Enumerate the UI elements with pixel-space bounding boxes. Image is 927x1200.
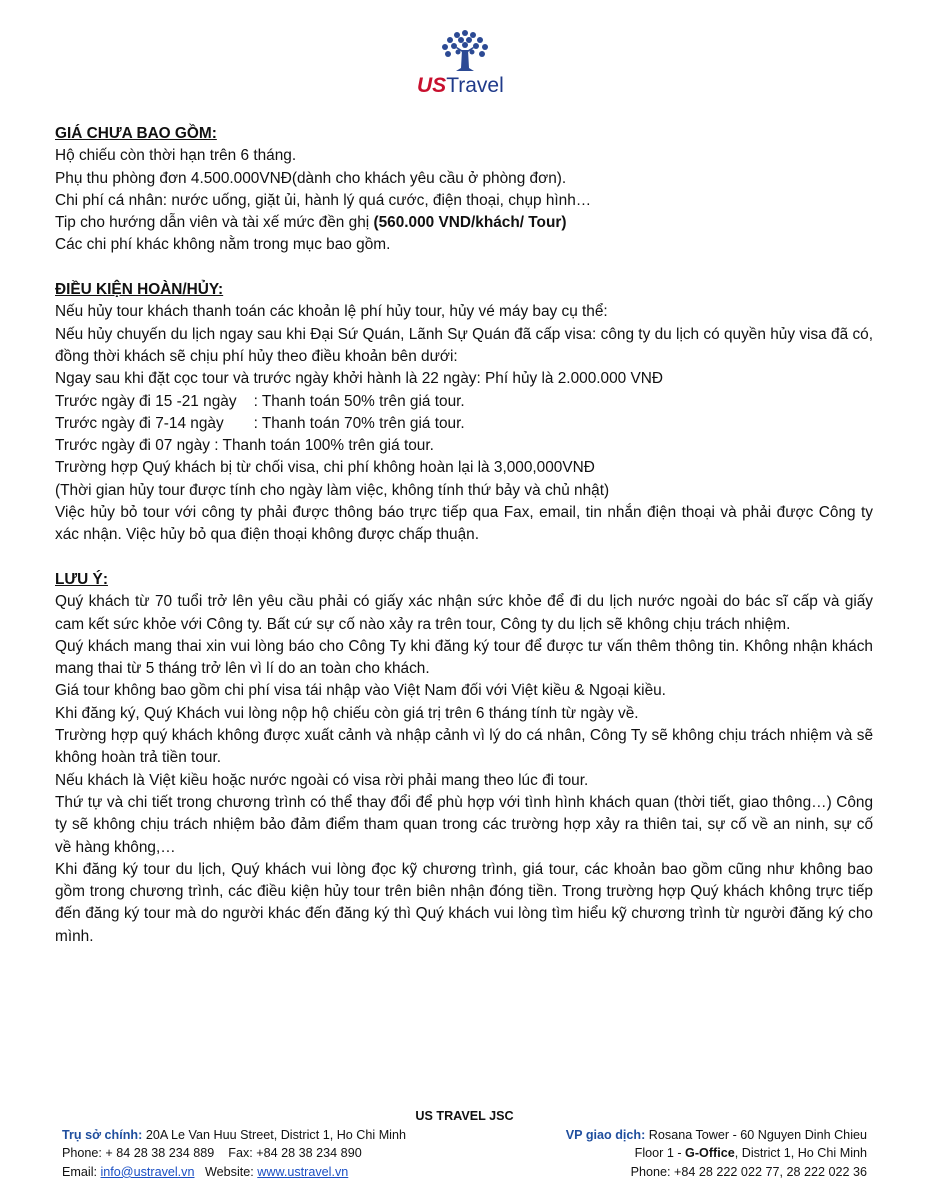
footer-columns (62, 1126, 867, 1182)
floor-post: , District 1, Ho Chi Minh (734, 1146, 867, 1161)
tree-icon (438, 28, 492, 72)
text-line: Trước ngày đi 07 ngày : Thanh toán 100% trên giá tour. (55, 437, 434, 455)
floor-pre: Floor 1 - (634, 1146, 686, 1161)
text-paragraph: Quý khách từ 70 tuổi trở lên yêu cầu phải có giấy xác nhận sức khỏe để đi du lịch nước ngoài do bác sĩ cấp và giấy cam kết sức khỏe với Công ty. Bất cứ sự cố nào xảy ra trên tour, Công ty du lịch sẽ không chịu trách nhiệm. (55, 593, 873, 633)
hq-address-line (62, 1126, 406, 1145)
logo (400, 28, 530, 100)
document-body (55, 123, 873, 970)
text-line: Nếu hủy tour khách thanh toán các khoản lệ phí hủy tour, hủy vé máy bay cụ thể: (55, 303, 608, 321)
head-office-block (62, 1126, 406, 1182)
text-line: Trường hợp Quý khách bị từ chối visa, chi phí không hoàn lại là 3,000,000VNĐ (55, 459, 595, 477)
floor-bold: G-Office (685, 1146, 735, 1161)
contact-line (62, 1163, 406, 1182)
section-heading: GIÁ CHƯA BAO GỒM: (55, 125, 217, 142)
tip-line (55, 212, 873, 234)
text-paragraph: Quý khách mang thai xin vui lòng báo cho Công Ty khi đăng ký tour để được tư vấn thêm thông tin. Không nhận khách mang thai từ 5 tháng trở lên vì lí do an toàn cho khách. (55, 637, 873, 678)
email-label: Email: (62, 1164, 101, 1179)
office-block (566, 1126, 867, 1182)
office-address-line (566, 1126, 867, 1145)
text-line: Nếu khách là Việt kiều hoặc nước ngoài có visa rời phải mang theo lúc đi tour. (55, 771, 589, 789)
text-line: Các chi phí khác không nằm trong mục bao gồm. (55, 236, 391, 254)
text-line: Giá tour không bao gồm chi phí visa tái nhập vào Việt Nam đối với Việt kiều & Ngoại kiều. (55, 682, 666, 700)
tip-amount: (560.000 VND/khách/ Tour) (373, 214, 567, 232)
text-paragraph: Thứ tự và chi tiết trong chương trình có thể thay đổi để phù hợp với tình hình khách quan (thời tiết, giao thông…) Công ty sẽ không chịu trách nhiệm bảo đảm điểm tham quan trong các trường hợp xảy ra thiên tai, sự cố về an ninh, sự cố về hàng không,… (55, 793, 873, 856)
text-line: Ngay sau khi đặt cọc tour và trước ngày khởi hành là 22 ngày: Phí hủy là 2.000.000 VNĐ (55, 370, 663, 388)
text-paragraph: Trường hợp quý khách không được xuất cảnh và nhập cảnh vì lý do cá nhân, Công Ty sẽ không chịu trách nhiệm và sẽ không hoàn trả tiền tour. (55, 727, 873, 767)
text-line: (Thời gian hủy tour được tính cho ngày làm việc, không tính thứ bảy và chủ nhật) (55, 481, 610, 499)
office-address: Rosana Tower - 60 Nguyen Dinh Chieu (645, 1127, 867, 1142)
text-line: Hộ chiếu còn thời hạn trên 6 tháng. (55, 147, 297, 165)
hq-label: Trụ sở chính: (62, 1127, 143, 1142)
text-paragraph: Việc hủy bỏ tour với công ty phải được thông báo trực tiếp qua Fax, email, tin nhắn điện thoại và phải được Công ty xác nhận. Việc hủy bỏ qua điện thoại không được chấp thuận. (55, 504, 873, 544)
office-label: VP giao dịch: (565, 1127, 646, 1142)
text-paragraph: Khi đăng ký tour du lịch, Quý khách vui lòng đọc kỹ chương trình, giá tour, các khoản bao gồm cũng như không bao gồm trong chương trình, các điều kiện hủy tour trên biên nhận đóng tiền. Trong trường hợp Quý khách không trực tiếp đến đăng ký tour mà do người khác đến đăng ký thì Quý khách vui lòng tìm hiểu kỹ chương trình từ người đăng ký cho mình. (55, 860, 873, 945)
office-floor-line (566, 1144, 867, 1163)
phone-fax: Phone: + 84 28 38 234 889 Fax: +84 28 38 234 890 (62, 1146, 362, 1161)
section-notes (55, 569, 873, 948)
logo-travel: Travel (446, 74, 504, 97)
company-name: US TRAVEL JSC (415, 1109, 514, 1123)
text-line: Chi phí cá nhân: nước uống, giặt ủi, hành lý quá cước, điện thoại, chụp hình… (55, 191, 592, 209)
section-heading: ĐIỀU KIỆN HOÀN/HỦY: (55, 281, 224, 299)
text-line: Trước ngày đi 15 -21 ngày : Thanh toán 50% trên giá tour. (55, 392, 465, 410)
logo-text (417, 74, 504, 98)
tip-text: Tip cho hướng dẫn viên và tài xế mức đền ghị (55, 214, 374, 232)
website-link[interactable]: www.ustravel.vn (257, 1164, 349, 1179)
email-link[interactable]: info@ustravel.vn (100, 1164, 195, 1179)
footer (62, 1107, 867, 1181)
text-line: Khi đăng ký, Quý Khách vui lòng nộp hộ chiếu còn giá trị trên 6 tháng tính từ ngày về. (55, 704, 639, 722)
section-price-excludes (55, 123, 873, 257)
hq-address: 20A Le Van Huu Street, District 1, Ho Chi Minh (142, 1127, 406, 1142)
website-label: Website: (194, 1164, 258, 1179)
text-line: Trước ngày đi 7-14 ngày : Thanh toán 70% trên giá tour. (55, 414, 465, 432)
logo-us: US (417, 74, 447, 97)
office-phone: Phone: +84 28 222 022 77, 28 222 022 36 (630, 1164, 867, 1179)
text-paragraph: Nếu hủy chuyến du lịch ngay sau khi Đại Sứ Quán, Lãnh Sự Quán đã cấp visa: công ty du lịch có quyền hủy visa đã có, đồng thời khách sẽ chịu phí hủy theo điều khoản bên dưới: (55, 325, 873, 365)
text-line: Phụ thu phòng đơn 4.500.000VNĐ(dành cho khách yêu cầu ở phòng đơn). (55, 169, 567, 187)
section-heading: LƯU Ý: (55, 570, 108, 588)
section-cancellation (55, 279, 873, 547)
